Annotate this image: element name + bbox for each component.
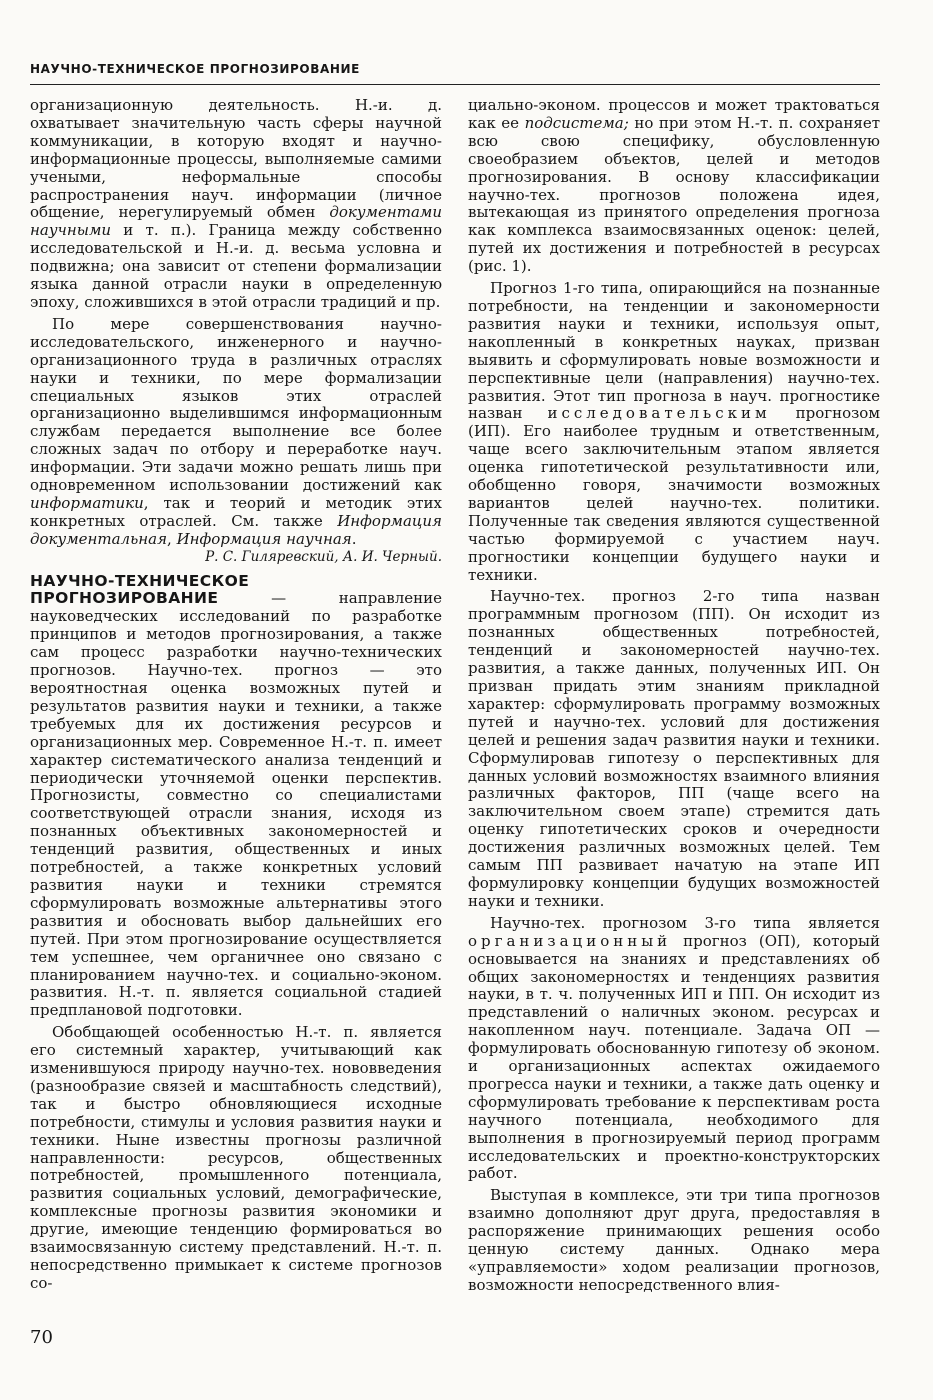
paragraph: Научно-тех. прогноз 2-го типа назван программным прогнозом (ПП). Он исходит из познанных общественных потребностей, тенденций и закономерностей научно-тех. развития, а также данных, полученных ИП. Он призван придать этим знаниям прикладной характер: сформулировать программу возможных путей и научно-тех. условий для достижения целей и решения задач развития науки и техники. Сформулировав гипотезу о перспективных для данных условий возможностях взаимного влияния различных факторов, ПП (чаще всего на заключительном своем этапе) стремится дать оценку гипотетических сроков и очередности достижения различных возможных целей. Тем самым ПП развивает начатую на этапе ИП формулировку концепции будущих возможностей науки и техники. xyxy=(468,587,880,910)
author-signature: Р. С. Гиляревский, А. И. Черный. xyxy=(205,548,442,565)
italic-ref: документами научными xyxy=(30,203,442,240)
right-column xyxy=(468,97,880,1295)
paragraph: Выступая в комплексе, эти три типа прогнозов взаимно дополняют друг друга, предоставляя в распоряжение принимающих решения особо ценную систему данных. Однако мера «управляемости» ходом реализации прогнозов, возможности непосредственного влия- xyxy=(468,1186,880,1294)
paragraph xyxy=(468,97,880,276)
text-span: — направление науковедческих исследований по разработке принципов и методов прогнозирования, а также сам процесс разработки научно-технических прогнозов. Научно-тех. прогноз — это вероятностная оценка возможных путей и результатов развития науки и техники, а также требуемых для их достижения ресурсов и организационных мер. Современное Н.-т. п. имеет характер систематического анализа тенденций и периодически уточняемой оценки перспектив. Прогнозисты, совместно со специалистами соответствующей отрасли знания, исходя из познанных объективных закономерностей и тенденций развития, общественных и иных потребностей, а также конкретных условий развития науки и техники стремятся сформулировать возможные альтернативы этого развития и обосновать выбор дальнейших его путей. При этом прогнозирование осуществляется тем успешнее, чем органичнее оно связано с планированием научно-тех. и социально-эконом. развития. Н.-т. п. является социальной стадией предплановой подготовки. xyxy=(30,589,442,1020)
entry-headword: НАУЧНО-ТЕХНИЧЕСКОЕ ПРОГНОЗИРОВАНИЕ xyxy=(30,571,250,608)
text-span: прогноз (ОП), который основывается на знаниях и представлениях об общих закономерностях и тенденциях развития науки, в т. ч. полученных ИП и ПП. Он исходит из представлений о наличных эконом. ресурсах и накопленном науч. потенциале. Задача ОП — формулировать обоснованную гипотезу об эконом. и организационных аспектах ожидаемого прогресса науки и техники, а также дать оценку и сформулировать требование к перспективам роста научного потенциала, необходимого для выполнения в прогнозируемый период программ исследовательских и проектно-конструкторских работ. xyxy=(468,931,880,1183)
paragraph xyxy=(30,573,442,1021)
italic-ref: Информация научная xyxy=(176,529,352,548)
left-column xyxy=(30,97,442,1293)
paragraph xyxy=(30,316,442,549)
italic-ref: информатики xyxy=(30,493,144,512)
page-number: 70 xyxy=(30,1327,53,1348)
paragraph: Обобщающей особенностью Н.-т. п. является его системный характер, учитывающий как изменившуюся природу научно-тех. нововведения (разнообразие связей и масштабность следствий), так и быстро обновляющиеся исходные потребности, стимулы и условия развития науки и техники. Ныне известны прогнозы различной направленности: ресурсов, общественных потребностей, промышленного потенциала, развития социальных условий, демографические, комплексные прогнозы развития экономики и другие, имеющие тенденцию формироваться во взаимосвязанную систему представлений. Н.-т. п. непосредственно примыкает к системе прогнозов со- xyxy=(30,1023,442,1292)
running-head: НАУЧНО-ТЕХНИЧЕСКОЕ ПРОГНОЗИРОВАНИЕ xyxy=(30,62,360,76)
dictionary-entry xyxy=(30,573,442,1293)
text-span: Научно-тех. прогнозом 3-го типа является xyxy=(490,913,880,932)
text-span: По мере совершенствования научно-исследовательского, инженерного и научно-организационного труда в различных отраслях науки и техники, по мере формализации специальных языков этих отраслей организационно выделившимся информационным службам передается выполнение все более сложных задач по отбору и переработке науч. информации. Эти задачи можно решать лишь при одновременном использовании достижений как xyxy=(30,314,442,495)
spaced-term: организационный xyxy=(468,931,672,950)
italic-ref: Информация документальная xyxy=(30,511,442,548)
text-span: Прогноз 1-го типа, опирающийся на познанные потребности, на тенденции и закономерности развития науки и техники, используя опыт, накопленный в конкретных науках, призван выявить и сформулировать новые возможности и перспективные цели (направления) научно-тех. развития. Этот тип прогноза в науч. прогностике назван xyxy=(468,279,880,423)
paragraph xyxy=(468,915,880,1184)
paragraph xyxy=(468,280,880,584)
paragraph xyxy=(30,97,442,312)
italic-ref: подсистема; xyxy=(524,113,629,132)
text-span: . xyxy=(351,529,357,548)
spaced-term: исследовательским xyxy=(547,404,771,423)
text-span: организационную деятельность. Н.-и. д. охватывает значительную часть сферы научной коммуникации, в которую входят и научно-информационные процессы, выполняемые самими учеными, неформальные способы распространения науч. информации (личное общение, нерегулируемый обмен xyxy=(30,96,442,222)
header-rule xyxy=(30,84,880,85)
text-span: и т. п.). Граница между собственно исследовательской и Н.-и. д. весьма условна и подвижна; она зависит от степени формализации языка данной отрасли науки в определенную эпоху, сложившихся в этой отрасли традиций и пр. xyxy=(30,221,442,311)
text-span: прогнозом (ИП). Его наиболее трудным и ответственным, чаще всего заключительным этапом является оценка гипотетической результативности или, обобщенно говоря, значимости возможных вариантов целей научно-тех. политики. Полученные так сведения являются существенной частью формируемой с участием науч. прогностики концепции будущего науки и техники. xyxy=(468,404,880,584)
text-span: но при этом Н.-т. п. сохраняет всю свою специфику, обусловленную своеобразием объектов, целей и методов прогнозирования. В основу классификации научно-тех. прогнозов положена идея, вытекающая из принятого определения прогноза как комплекса взаимосвязанных оценок: целей, путей их достижения и потребностей в ресурсах (рис. 1). xyxy=(468,113,881,276)
text-span: , так и теорий и методик этих конкретных отраслей. См. также xyxy=(30,493,442,530)
text-span: , xyxy=(167,529,177,548)
text-span: циально-эконом. процессов и может трактоваться как ее xyxy=(468,96,880,132)
